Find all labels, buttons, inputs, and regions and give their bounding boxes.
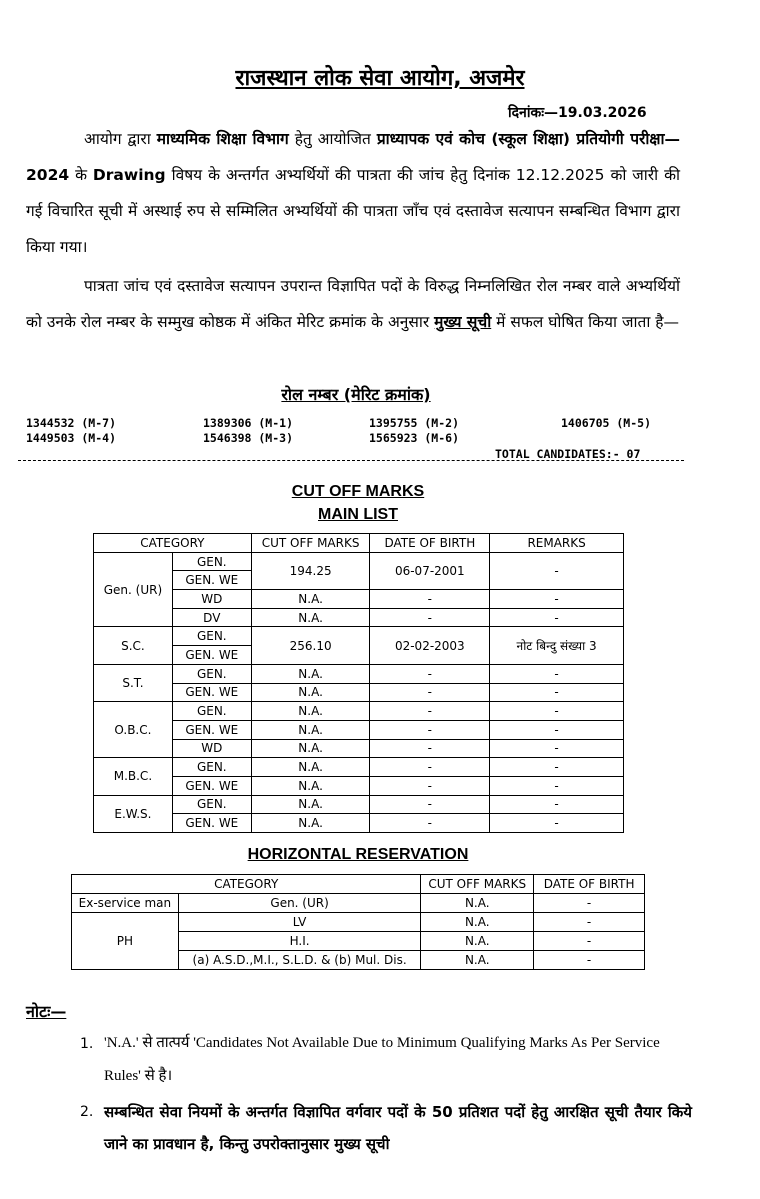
roll-entry: 1546398 (M-3): [203, 431, 294, 445]
table-row: [94, 590, 624, 609]
para1-text-3: के: [69, 166, 93, 184]
subcategory-cell: H.I.: [178, 932, 421, 951]
remarks-cell: -: [490, 683, 624, 702]
note-number: 1.: [80, 1036, 94, 1052]
cutoff-cell: N.A.: [251, 758, 370, 777]
category-cell: O.B.C.: [94, 702, 173, 758]
dob-cell: -: [534, 894, 645, 913]
dob-cell: -: [370, 758, 490, 777]
department-name: माध्यमिक शिक्षा विभाग: [156, 130, 289, 148]
remarks-cell: -: [490, 814, 624, 833]
subcategory-cell: GEN. WE: [172, 646, 251, 665]
cutoff-cell: N.A.: [251, 795, 370, 814]
table-row: [94, 776, 624, 795]
table-header-row: [94, 534, 624, 553]
cutoff-cell: N.A.: [421, 894, 534, 913]
dob-cell: -: [370, 608, 490, 627]
remarks-cell: -: [490, 608, 624, 627]
roll-entry: 1395755 (M-2): [369, 416, 460, 430]
subcategory-cell: GEN.: [172, 627, 251, 646]
subcategory-cell: Gen. (UR): [178, 894, 421, 913]
horizontal-reservation-title: HORIZONTAL RESERVATION: [247, 846, 469, 863]
header-cutoff: CUT OFF MARKS: [251, 534, 370, 553]
remarks-cell: -: [490, 590, 624, 609]
subject-name: Drawing: [92, 166, 166, 184]
cutoff-cell: N.A.: [421, 951, 534, 970]
table-row: [94, 814, 624, 833]
dob-cell: -: [370, 739, 490, 758]
table-row: [94, 608, 624, 627]
header-dob: DATE OF BIRTH: [370, 534, 490, 553]
dob-cell: -: [534, 913, 645, 932]
header-category: CATEGORY: [72, 875, 421, 894]
cutoff-cell: N.A.: [251, 739, 370, 758]
notes-heading: नोटः—: [26, 1002, 67, 1021]
cutoff-cell: N.A.: [251, 608, 370, 627]
note-number: 2.: [80, 1104, 94, 1120]
dob-cell: -: [370, 814, 490, 833]
cutoff-cell: N.A.: [421, 913, 534, 932]
remarks-cell: -: [490, 739, 624, 758]
roll-entry: 1449503 (M-4): [26, 431, 117, 445]
subcategory-cell: WD: [172, 739, 251, 758]
dob-cell: -: [370, 590, 490, 609]
total-candidates: TOTAL CANDIDATES:- 07: [495, 447, 641, 461]
remarks-cell: -: [490, 702, 624, 721]
table-row: [94, 758, 624, 777]
subcategory-cell: GEN. WE: [172, 720, 251, 739]
category-cell: Gen. (UR): [94, 552, 173, 627]
header-category: CATEGORY: [94, 534, 252, 553]
dob-cell: 06-07-2001: [370, 552, 490, 589]
result-paragraph: [26, 268, 680, 340]
dashed-divider: [18, 460, 684, 461]
subcategory-cell: GEN.: [172, 702, 251, 721]
table-row: [94, 627, 624, 646]
note-1-text: 'N.A.' से तात्पर्य 'Candidates Not Available Due to Minimum Qualifying Marks As Per Service Rules' से है।: [104, 1035, 660, 1084]
cutoff-cell: N.A.: [251, 664, 370, 683]
cutoff-cell: N.A.: [251, 814, 370, 833]
para1-text-2: हेतु आयोजित: [288, 130, 377, 148]
para2-text-1: पात्रता जांच एवं दस्तावेज सत्यापन उपरान्त विज्ञापित पदों के विरुद्ध निम्नलिखित रोल नम्बर वाले अभ्यर्थियों को उनके रोल नम्बर के सम्मुख कोष्ठक में अंकित मेरिट क्रमांक के अनुसार: [26, 277, 680, 331]
remarks-cell: नोट बिन्दु संख्या 3: [490, 627, 624, 664]
main-list-term: मुख्य सूची: [434, 313, 492, 331]
table-row: [72, 894, 645, 913]
category-cell: M.B.C.: [94, 758, 173, 795]
dob-cell: -: [534, 932, 645, 951]
roll-entry: 1406705 (M-5): [561, 416, 652, 430]
remarks-cell: -: [490, 776, 624, 795]
table-row: [94, 702, 624, 721]
table-row: [72, 913, 645, 932]
dob-cell: -: [370, 795, 490, 814]
exam-name: प्राध्यापक एवं कोच (स्कूल शिक्षा) प्रतियोगी परीक्षा—2024: [26, 130, 681, 184]
para1-text-1: आयोग द्वारा: [84, 130, 157, 148]
dob-cell: -: [534, 951, 645, 970]
table-row: [94, 552, 624, 571]
cutoff-cell: N.A.: [251, 683, 370, 702]
dob-cell: -: [370, 720, 490, 739]
subcategory-cell: GEN. WE: [172, 814, 251, 833]
roll-entry: 1344532 (M-7): [26, 416, 117, 430]
roll-entry: 1389306 (M-1): [203, 416, 294, 430]
horizontal-reservation-table: [71, 874, 645, 970]
cutoff-cell: 194.25: [251, 552, 370, 589]
dob-cell: -: [370, 664, 490, 683]
subcategory-cell: GEN.: [172, 795, 251, 814]
table-header-row: [72, 875, 645, 894]
cutoff-cell: N.A.: [251, 590, 370, 609]
subcategory-cell: GEN.: [172, 664, 251, 683]
note-2-text: सम्बन्धित सेवा नियमों के अन्तर्गत विज्ञापित वर्गवार पदों के 50 प्रतिशत पदों हेतु आरक्षित सूची तैयार किये जाने का प्रावधान है, किन्तु उपरोक्तानुसार मुख्य सूची: [104, 1103, 692, 1153]
remarks-cell: -: [490, 552, 624, 589]
cutoff-cell: N.A.: [421, 932, 534, 951]
roll-entry: 1565923 (M-6): [369, 431, 460, 445]
para2-text-2: में सफल घोषित किया जाता है—: [491, 313, 679, 331]
remarks-cell: -: [490, 664, 624, 683]
subcategory-cell: GEN.: [172, 552, 251, 571]
page-title: राजस्थान लोक सेवा आयोग, अजमेर: [235, 66, 525, 91]
table-row: [94, 720, 624, 739]
document-date: दिनांकः—19.03.2026: [508, 105, 647, 121]
subcategory-cell: GEN. WE: [172, 683, 251, 702]
cutoff-cell: N.A.: [251, 702, 370, 721]
subcategory-cell: WD: [172, 590, 251, 609]
cutoff-cell: 256.10: [251, 627, 370, 664]
category-cell: S.T.: [94, 664, 173, 701]
cutoff-cell: N.A.: [251, 776, 370, 795]
cutoff-title: CUT OFF MARKS: [291, 483, 425, 500]
subcategory-cell: (a) A.S.D.,M.I., S.L.D. & (b) Mul. Dis.: [178, 951, 421, 970]
table-row: [94, 683, 624, 702]
dob-cell: -: [370, 683, 490, 702]
category-cell: E.W.S.: [94, 795, 173, 832]
intro-paragraph: [26, 121, 680, 265]
category-cell: Ex-service man: [72, 894, 179, 913]
subcategory-cell: GEN.: [172, 758, 251, 777]
para1-text-4: विषय के अन्तर्गत अभ्यर्थियों की पात्रता की जांच हेतु दिनांक 12.12.2025 को जारी की गई विचारित सूची में अस्थाई रुप से सम्मिलित अभ्यर्थियों की पात्रता जाँच एवं दस्तावेज सत्यापन सम्बन्धित विभाग द्वारा किया गया।: [26, 166, 680, 256]
cutoff-table: [93, 533, 624, 833]
remarks-cell: -: [490, 795, 624, 814]
category-cell: PH: [72, 913, 179, 970]
dob-cell: -: [370, 776, 490, 795]
dob-cell: 02-02-2003: [370, 627, 490, 664]
cutoff-cell: N.A.: [251, 720, 370, 739]
remarks-cell: -: [490, 758, 624, 777]
header-remarks: REMARKS: [490, 534, 624, 553]
header-cutoff: CUT OFF MARKS: [421, 875, 534, 894]
header-dob: DATE OF BIRTH: [534, 875, 645, 894]
table-row: [94, 739, 624, 758]
subcategory-cell: GEN. WE: [172, 776, 251, 795]
roll-number-heading: रोल नम्बर (मेरिट क्रमांक): [281, 385, 431, 404]
remarks-cell: -: [490, 720, 624, 739]
subcategory-cell: LV: [178, 913, 421, 932]
subcategory-cell: DV: [172, 608, 251, 627]
table-row: [94, 795, 624, 814]
main-list-title: MAIN LIST: [318, 506, 398, 523]
table-row: [94, 664, 624, 683]
dob-cell: -: [370, 702, 490, 721]
category-cell: S.C.: [94, 627, 173, 664]
subcategory-cell: GEN. WE: [172, 571, 251, 590]
